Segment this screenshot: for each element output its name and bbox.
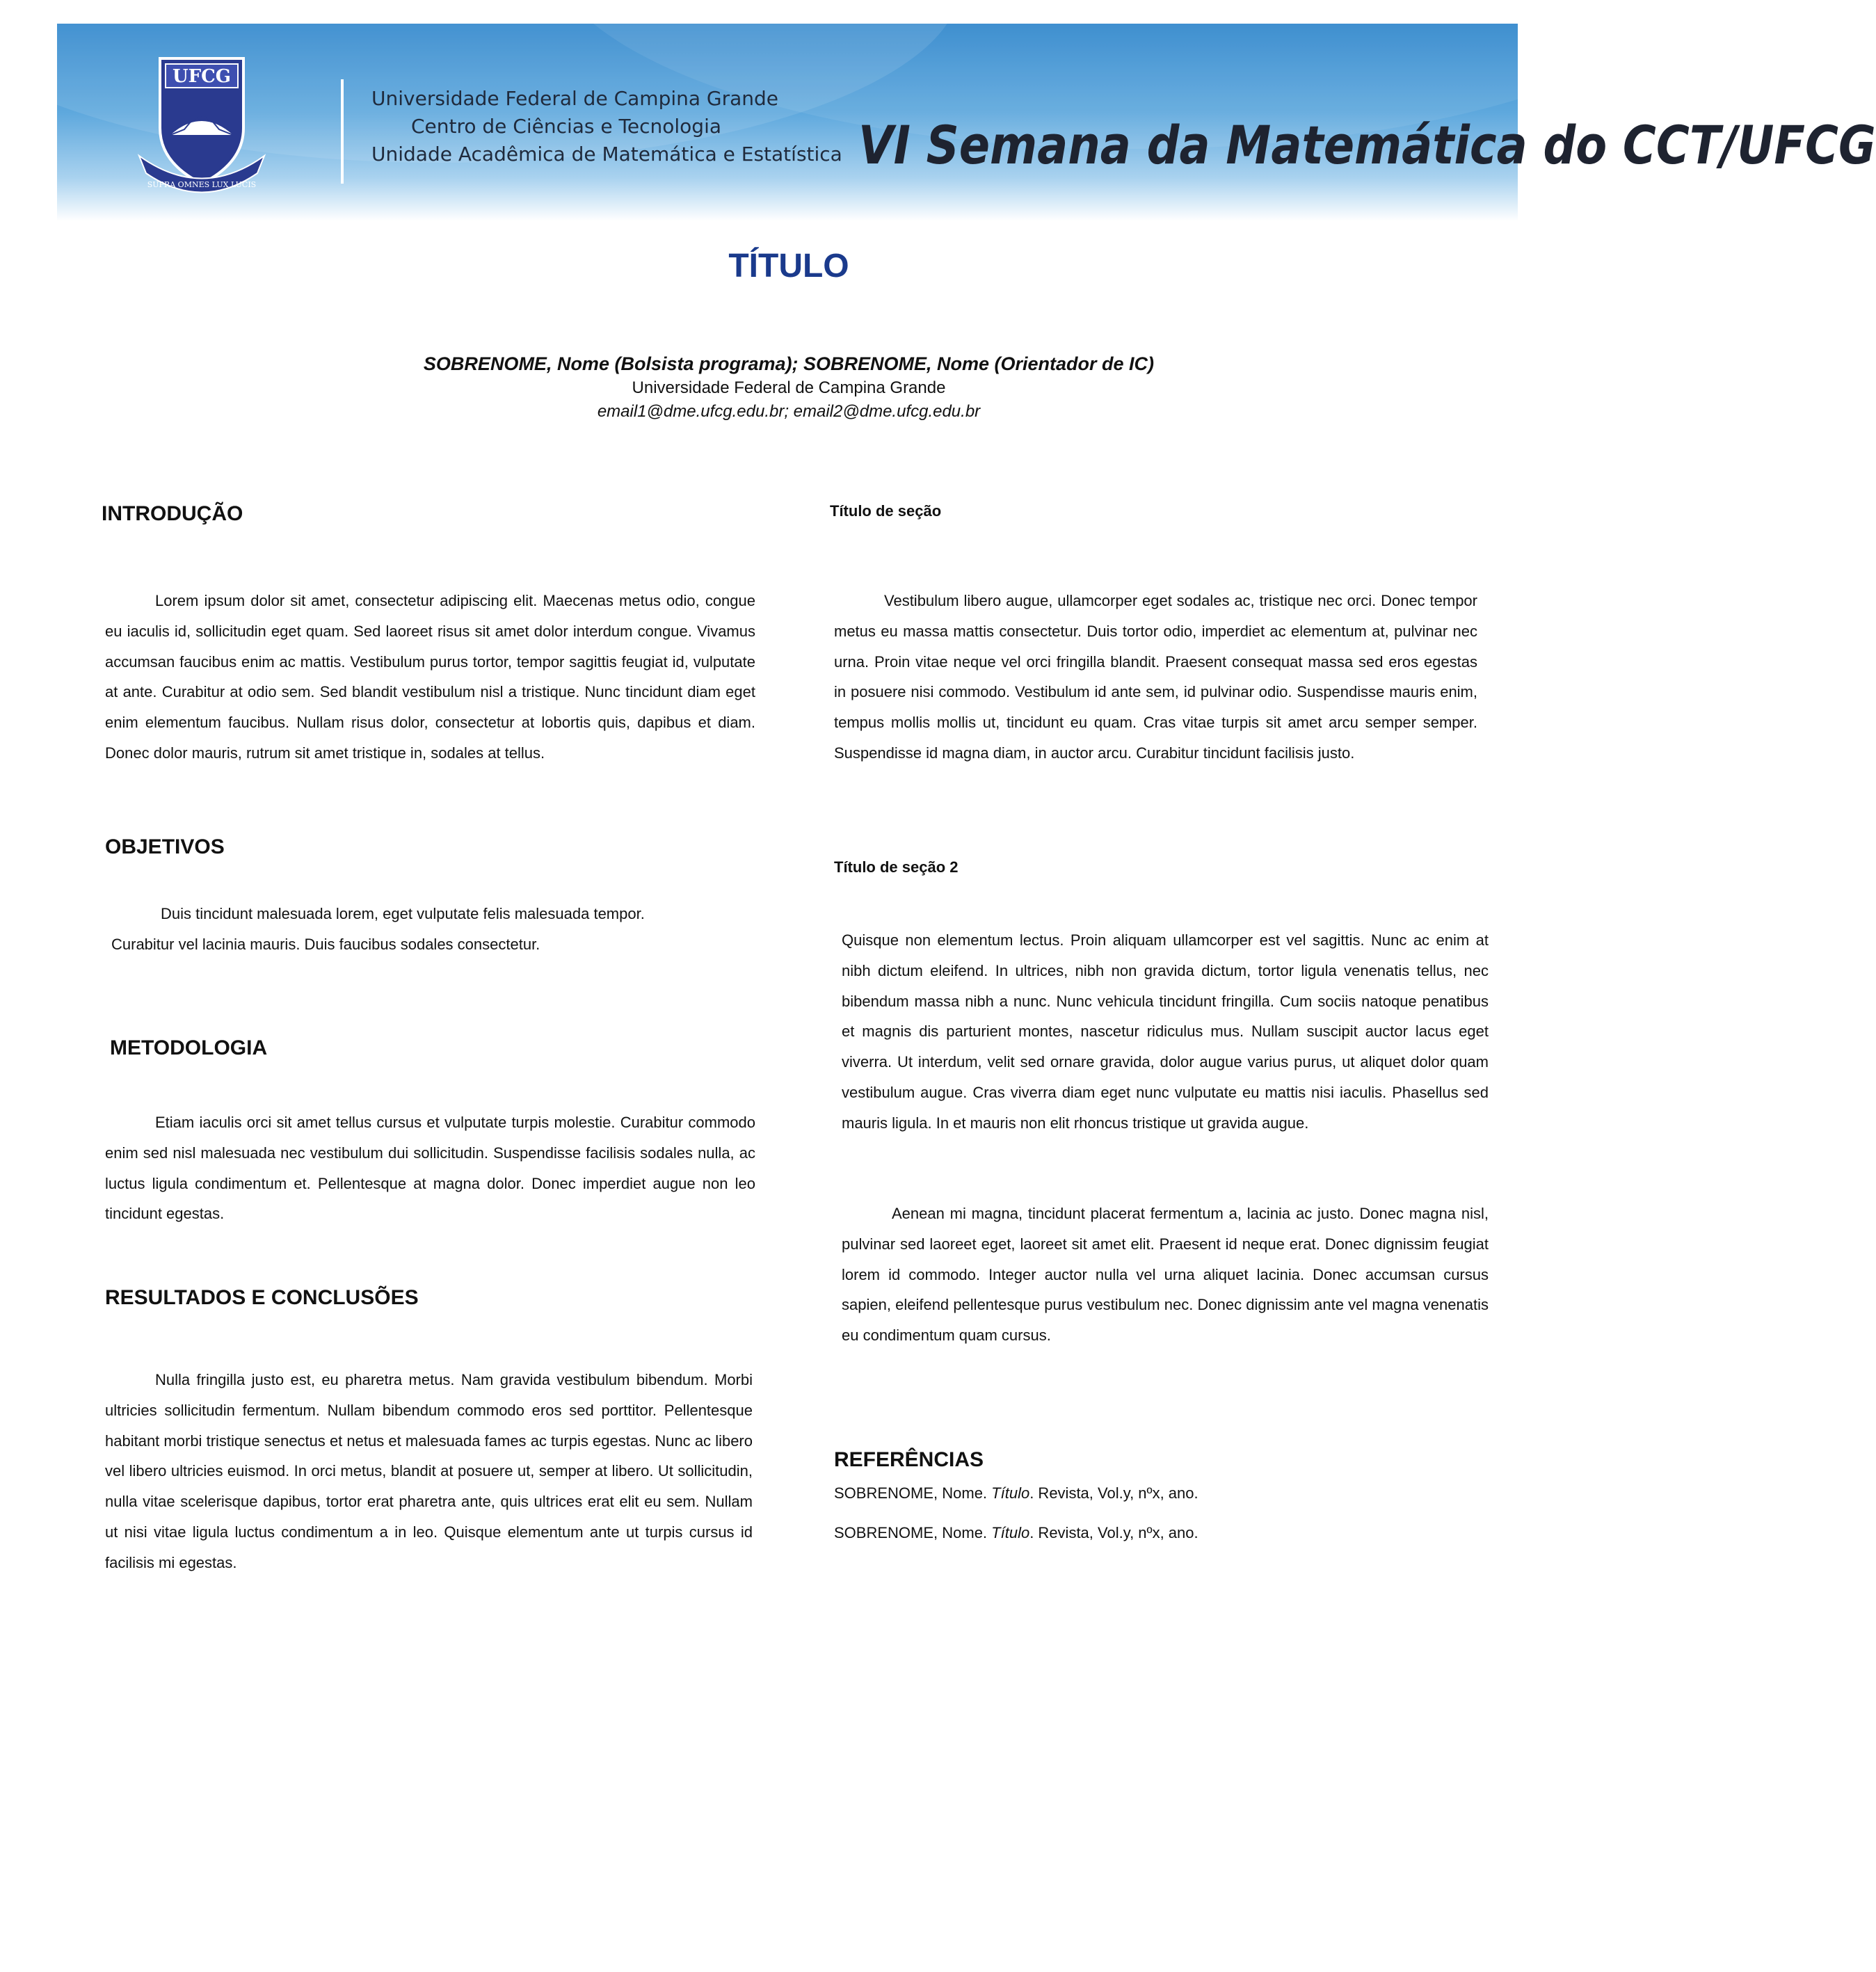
- reference-title: Título: [991, 1524, 1030, 1541]
- affiliation: Universidade Federal de Campina Grande: [632, 378, 946, 397]
- paragraph-metodologia: Etiam iaculis orci sit amet tellus cursus et vulputate turpis molestie. Curabitur commodo enim sed nisl malesuada nec vestibulum dui sollicitudin. Suspendisse facilisis sodales nulla, ac luctus ligula condimentum et. Pellentesque at magna dolor. Donec imperdiet augue non leo tincidunt egestas.: [105, 1114, 755, 1223]
- banner-divider: [341, 79, 344, 184]
- paragraph-secao-1: Vestibulum libero augue, ullamcorper eget sodales ac, tristique nec orci. Donec tempor metus eu massa mattis consectetur. Duis tortor odio, imperdiet ac elementum at, pulvinar nec urna. Proin vitae neque vel orci fringilla blandit. Praesent consequat massa sed eros egestas in posuere nisi commodo. Vestibulum id ante sem, id pulvinar odio. Suspendisse mauris enim, tempus mollis mollis ut, tincidunt eu quam. Cras vitae turpis sit amet arcu semper semper. Suspendisse id magna diam, in auctor arcu. Curabitur tincidunt facilisis justo.: [834, 592, 1477, 762]
- heading-secao-2: Título de seção 2: [834, 858, 959, 876]
- heading-resultados: RESULTADOS E CONCLUSÕES: [105, 1286, 419, 1309]
- page-title: TÍTULO: [728, 248, 849, 284]
- institution-line: Centro de Ciências e Tecnologia: [410, 115, 722, 138]
- reference-author: SOBRENOME, Nome.: [834, 1484, 988, 1502]
- paragraph-resultados: Nulla fringilla justo est, eu pharetra metus. Nam gravida vestibulum bibendum. Morbi ultricies sollicitudin fermentum. Nullam bibendum commodo eros sed porttitor. Pellentesque habitant morbi tristique senectus et netus et malesuada fames ac turpis egestas. Nunc ac libero vel libero ultricies euismod. In orci metus, blandit at posuere ut, semper at libero. Ut sollicitudin, nulla vitae scelerisque dapibus, tortor erat pharetra ante, quis ultrices erat elit eu sem. Nullam ut nisi vitae ligula luctus condimentum a in leo. Quisque elementum ante ut turpis cursus id facilisis mi egestas.: [105, 1371, 753, 1571]
- paragraph-objetivos-line1: Duis tincidunt malesuada lorem, eget vulputate felis malesuada tempor.: [161, 905, 645, 922]
- reference-rest: . Revista, Vol.y, nºx, ano.: [1029, 1484, 1198, 1502]
- reference-author: SOBRENOME, Nome.: [834, 1524, 988, 1541]
- reference-item: [834, 1524, 1198, 1542]
- institution-block: [371, 85, 842, 168]
- paragraph-objetivos-line2: Curabitur vel lacinia mauris. Duis faucibus sodales consectetur.: [111, 936, 540, 953]
- paragraph-introducao: Lorem ipsum dolor sit amet, consectetur adipiscing elit. Maecenas metus odio, congue eu iaculis id, sollicitudin eget quam. Sed laoreet risus sit amet dolor interdum congue. Vivamus accumsan faucibus enim ac mattis. Vestibulum purus tortor, tempor sagittis feugiat id, vulputate at ante. Curabitur at odio sem. Sed blandit vestibulum nisl a tristique. Nunc tincidunt diam eget enim elementum faucibus. Nullam risus dolor, consectetur at lobortis quis, dapibus et diam. Donec dolor mauris, rutrum sit amet tristique in, sodales at tellus.: [105, 592, 755, 762]
- reference-item: [834, 1484, 1198, 1502]
- logo-motto: SUPRA OMNES LUX LUCIS: [147, 180, 257, 189]
- authors: SOBRENOME, Nome (Bolsista programa); SOBRENOME, Nome (Orientador de IC): [423, 353, 1155, 374]
- institution-line: Universidade Federal de Campina Grande: [371, 87, 779, 110]
- ufcg-logo: [132, 51, 271, 198]
- heading-introducao: INTRODUÇÃO: [102, 502, 243, 525]
- heading-objetivos: OBJETIVOS: [105, 835, 225, 858]
- heading-metodologia: METODOLOGIA: [110, 1036, 268, 1059]
- header-banner: [57, 24, 1876, 221]
- heading-referencias: REFERÊNCIAS: [834, 1448, 984, 1471]
- institution-line: Unidade Acadêmica de Matemática e Estatística: [371, 143, 842, 166]
- paragraph-secao-2a: Quisque non elementum lectus. Proin aliquam ullamcorper est vel sagittis. Nunc ac enim at nibh dictum eleifend. In ultrices, nibh non gravida dictum, tortor ligula venenatis tellus, nec bibendum massa nibh a nunc. Nunc vehicula tincidunt fringilla. Cum sociis natoque penatibus et magnis dis parturient montes, nascetur ridiculus mus. Nullam suscipit auctor lacus eget viverra. Ut interdum, velit sed ornare gravida, dolor augue varius purus, ut aliquet dolor quam vestibulum augue. Cras viverra diam eget nunc vulputate eu mattis nisi iaculis. Phasellus sed mauris ligula. In et mauris non elit rhoncus tristique ut gravida augue.: [842, 931, 1489, 1132]
- reference-rest: . Revista, Vol.y, nºx, ano.: [1029, 1524, 1198, 1541]
- heading-secao-1: Título de seção: [830, 502, 942, 520]
- paragraph-secao-2b: Aenean mi magna, tincidunt placerat fermentum a, lacinia ac justo. Donec magna nisl, pulvinar sed laoreet eget, laoreet sit amet elit. Praesent id neque erat. Donec dignissim feugiat lorem id commodo. Integer auctor nulla vel urna aliquet lacinia. Donec accumsan cursus sapien, eleifend pellentesque purus vestibulum nec. Donec dignissim ante vel magna venenatis eu condimentum quam cursus.: [842, 1205, 1489, 1345]
- emails: email1@dme.ufcg.edu.br; email2@dme.ufcg.edu.br: [597, 402, 981, 421]
- event-title: VI Semana da Matemática do CCT/UFCG: [858, 114, 1876, 176]
- reference-title: Título: [991, 1484, 1030, 1502]
- logo-text: UFCG: [172, 66, 232, 87]
